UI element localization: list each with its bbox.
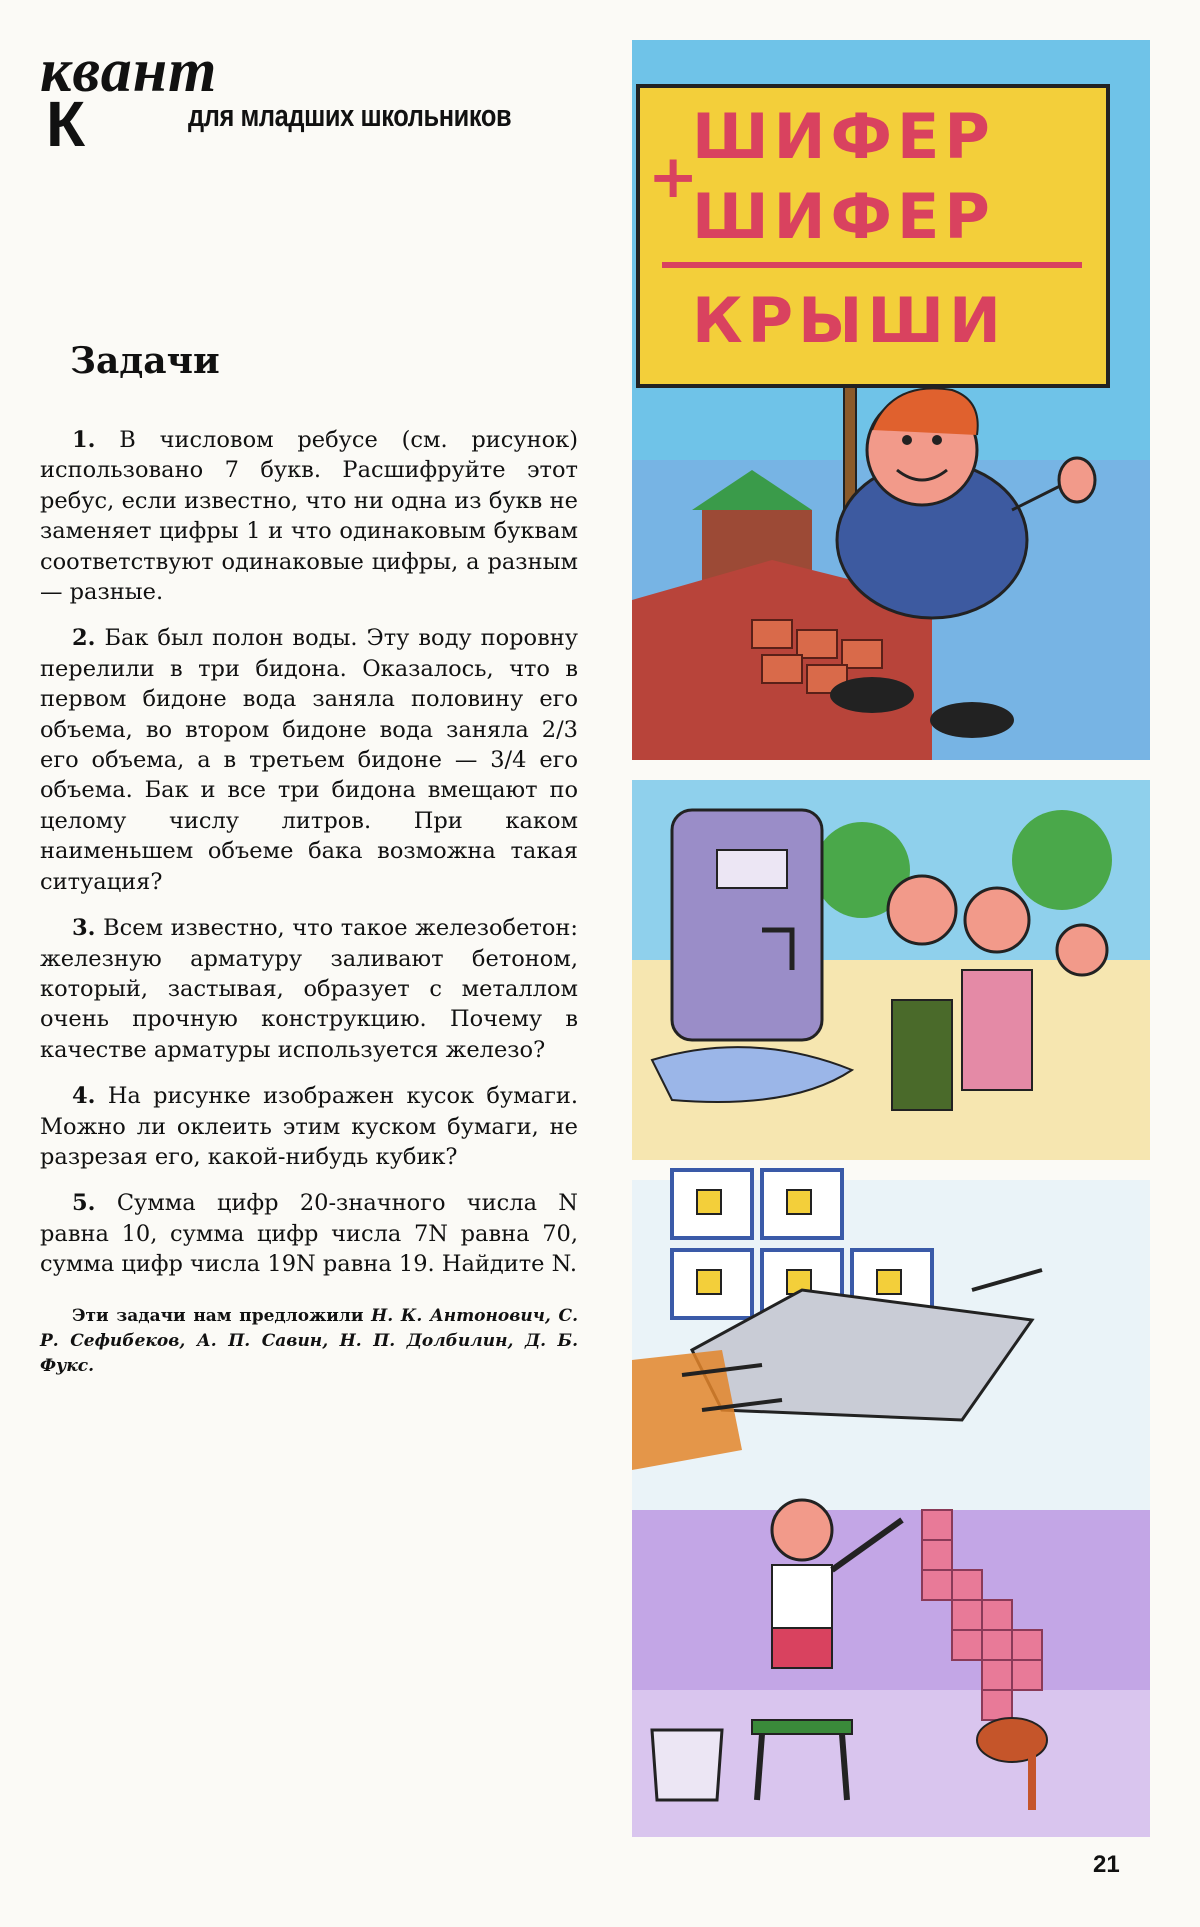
problem-text: В числовом ребусе (см. рисунок) использовано 7 букв. Расшифруйте этот ребус, если известно, что ни одна из букв не заменяет цифры 1 и что одинаковым буквам соответствуют одинаковые цифры, а разным — разные.: [40, 427, 579, 606]
panel-concrete-slab: [632, 1170, 1150, 1510]
credits-names: Н. К. Антонович, С. Р. Сефибеков, А. П. Савин, Н. П. Долбилин, Д. Б. Фукс.: [40, 1305, 579, 1376]
problem-3: [40, 913, 578, 1065]
problems-column: [40, 425, 578, 1396]
rebus-divider: [662, 262, 1082, 268]
rebus-result: КРЫШИ: [692, 284, 1006, 357]
credits-note: [40, 1304, 578, 1379]
problem-4: [40, 1081, 578, 1172]
problem-text: Всем известно, что такое железобетон: железную арматуру заливают бетоном, который, застывая, образует с металлом очень прочную конструкцию. Почему в качестве арматуры используется железо?: [40, 915, 578, 1063]
problem-2: [40, 623, 578, 897]
problem-text: Бак был полон воды. Эту воду поровну перелили в три бидона. Оказалось, что в первом бидоне вода заняла половину его объема, во втором бидоне вода заняла 2/3 его объема, а в третьем бидоне — 3/4 его объема. Бак и все три бидона вмещают по целому числу литров. При каком наименьшем объеме бака возможна такая ситуация?: [40, 625, 578, 895]
problem-number: 1.: [72, 427, 96, 453]
magazine-masthead: [40, 36, 580, 160]
problem-number: 5.: [72, 1190, 96, 1217]
rebus-line-2: ШИФЕР: [692, 180, 995, 253]
credits-intro: Эти задачи нам предложили: [72, 1305, 364, 1326]
problem-number: 2.: [72, 625, 96, 652]
problem-number: 4.: [72, 1083, 96, 1110]
section-heading: Задачи: [70, 340, 220, 382]
problem-text: На рисунке изображен кусок бумаги. Можно ли оклеить этим куском бумаги, не разрезая его, какой-нибудь кубик?: [40, 1083, 579, 1170]
rebus-sign-text: [648, 100, 1098, 370]
masthead-letter: К: [46, 88, 86, 160]
page-number: 21: [1093, 1851, 1120, 1878]
rebus-line-1: ШИФЕР: [692, 100, 995, 173]
problem-number: 3.: [72, 915, 96, 942]
problem-5: [40, 1188, 578, 1279]
problem-text: Сумма цифр 20-значного числа N равна 10, сумма цифр числа 7N равна 70, сумма цифр числа 19N равна 19. Найдите N.: [40, 1190, 578, 1278]
rebus-plus: +: [648, 142, 704, 212]
masthead-subtitle: для младших школьников: [188, 98, 512, 133]
panel-water-tank: [632, 780, 1150, 1160]
problem-1: [40, 425, 578, 607]
masthead-title: квант: [40, 37, 218, 105]
panel-paper-net: [632, 1500, 1150, 1837]
